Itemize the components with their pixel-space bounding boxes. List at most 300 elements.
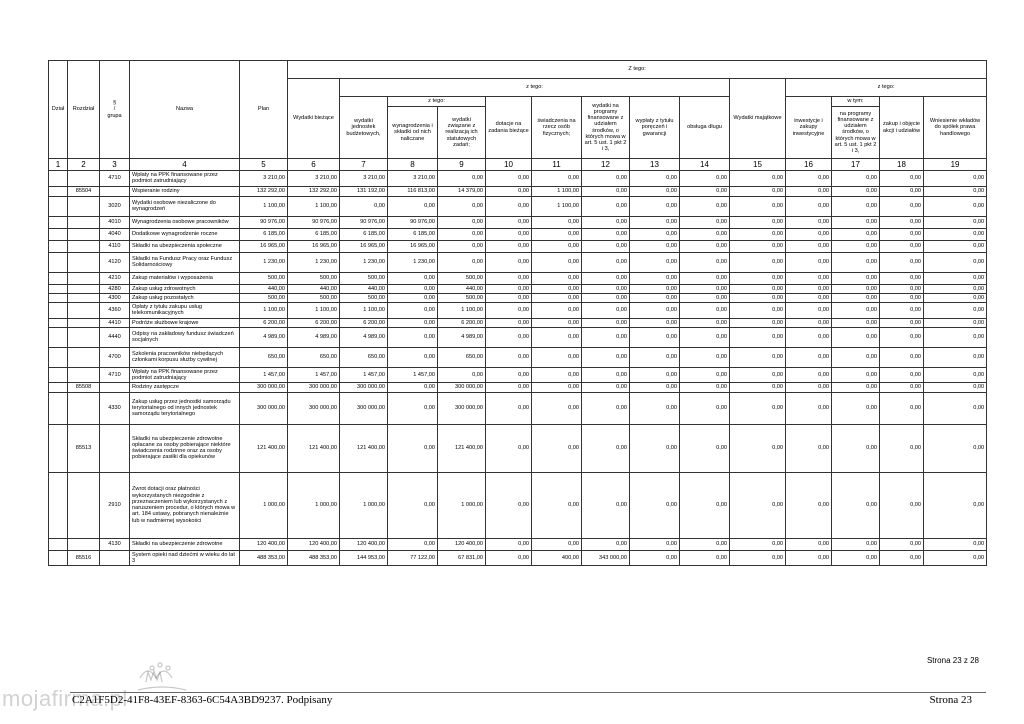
cell-value: 0,00 xyxy=(582,228,630,240)
cell-rozdzial xyxy=(68,392,100,424)
cell-value: 0,00 xyxy=(786,383,832,392)
cell-value: 500,00 xyxy=(288,293,340,302)
header-wydatki-majatkowe: Wydatki majątkowe xyxy=(730,79,786,159)
header-wydatki-jednostek: wydatki jednostek budżetowych, xyxy=(340,97,388,159)
cell-value: 0,00 xyxy=(880,472,924,538)
cell-name: Odpisy na zakładowy fundusz świadczeń socjalnych xyxy=(130,327,240,347)
cell-dzial xyxy=(49,327,68,347)
column-number: 4 xyxy=(130,159,240,171)
cell-paragraf: 4280 xyxy=(100,284,130,293)
cell-value: 0,00 xyxy=(680,347,730,367)
cell-value: 16 965,00 xyxy=(240,240,288,252)
cell-value: 0,00 xyxy=(486,327,532,347)
cell-value: 300 000,00 xyxy=(288,383,340,392)
cell-value: 1 000,00 xyxy=(288,472,340,538)
cell-value: 6 200,00 xyxy=(240,318,288,327)
page-number: Strona 23 z 28 xyxy=(926,656,979,665)
cell-value: 1 100,00 xyxy=(240,303,288,319)
cell-dzial xyxy=(49,472,68,538)
cell-value: 0,00 xyxy=(388,472,438,538)
cell-value: 0,00 xyxy=(582,347,630,367)
cell-paragraf xyxy=(100,550,130,566)
cell-value: 0,00 xyxy=(832,240,880,252)
cell-value: 0,00 xyxy=(832,228,880,240)
cell-value: 0,00 xyxy=(532,303,582,319)
cell-value: 0,00 xyxy=(388,392,438,424)
cell-value: 500,00 xyxy=(240,272,288,284)
cell-value: 0,00 xyxy=(730,171,786,187)
cell-value: 0,00 xyxy=(880,347,924,367)
cell-name: Wpłaty na PPK finansowane przez podmiot zatrudniający xyxy=(130,171,240,187)
cell-value: 0,00 xyxy=(730,240,786,252)
cell-value: 77 122,00 xyxy=(388,550,438,566)
cell-value: 0,00 xyxy=(730,538,786,550)
cell-value: 0,00 xyxy=(532,216,582,228)
cell-value: 0,00 xyxy=(388,538,438,550)
cell-value: 0,00 xyxy=(388,272,438,284)
cell-value: 0,00 xyxy=(582,171,630,187)
cell-value: 4 989,00 xyxy=(340,327,388,347)
cell-value: 0,00 xyxy=(486,196,532,216)
cell-value: 0,00 xyxy=(630,303,680,319)
cell-value: 1 230,00 xyxy=(288,252,340,272)
table-row xyxy=(49,347,987,367)
cell-value: 0,00 xyxy=(924,216,987,228)
cell-name: Szkolenia pracowników niebędących członkami korpusu służby cywilnej xyxy=(130,347,240,367)
cell-value: 0,00 xyxy=(786,216,832,228)
cell-value: 6 185,00 xyxy=(340,228,388,240)
cell-value: 0,00 xyxy=(438,216,486,228)
cell-value: 488 353,00 xyxy=(240,550,288,566)
cell-value: 0,00 xyxy=(880,171,924,187)
cell-name: Wynagrodzenia osobowe pracowników xyxy=(130,216,240,228)
cell-value: 0,00 xyxy=(582,196,630,216)
cell-rozdzial xyxy=(68,327,100,347)
cell-value: 16 965,00 xyxy=(388,240,438,252)
cell-value: 1 230,00 xyxy=(240,252,288,272)
table-row xyxy=(49,272,987,284)
cell-name: System opieki nad dziećmi w wieku do lat 3 xyxy=(130,550,240,566)
cell-value: 300 000,00 xyxy=(340,383,388,392)
cell-value: 0,00 xyxy=(880,186,924,196)
cell-value: 0,00 xyxy=(924,240,987,252)
cell-value: 0,00 xyxy=(532,171,582,187)
cell-value: 0,00 xyxy=(832,367,880,383)
cell-rozdzial xyxy=(68,284,100,293)
header-w-tym: w tym: xyxy=(832,97,880,107)
cell-value: 0,00 xyxy=(582,240,630,252)
cell-value: 0,00 xyxy=(630,367,680,383)
cell-value: 0,00 xyxy=(486,424,532,472)
column-number: 13 xyxy=(630,159,680,171)
cell-dzial xyxy=(49,240,68,252)
cell-value: 0,00 xyxy=(880,550,924,566)
cell-value: 300 000,00 xyxy=(438,383,486,392)
cell-dzial xyxy=(49,318,68,327)
cell-value: 0,00 xyxy=(730,424,786,472)
cell-value: 121 400,00 xyxy=(240,424,288,472)
cell-value: 300 000,00 xyxy=(240,383,288,392)
cell-value: 0,00 xyxy=(486,318,532,327)
cell-value: 0,00 xyxy=(680,171,730,187)
cell-value: 0,00 xyxy=(880,196,924,216)
header-zakup-objecie: zakup i objęcie akcji i udziałów xyxy=(880,97,924,159)
cell-value: 0,00 xyxy=(832,550,880,566)
table-row xyxy=(49,284,987,293)
cell-value: 0,00 xyxy=(786,240,832,252)
cell-value: 400,00 xyxy=(532,550,582,566)
header-wniesienie: Wniesienie wkładów do spółek prawa handlowego xyxy=(924,97,987,159)
cell-value: 0,00 xyxy=(680,303,730,319)
cell-value: 0,00 xyxy=(532,347,582,367)
cell-value: 488 353,00 xyxy=(288,550,340,566)
cell-value: 0,00 xyxy=(486,216,532,228)
cell-value: 0,00 xyxy=(680,392,730,424)
cell-value: 0,00 xyxy=(532,252,582,272)
cell-value: 0,00 xyxy=(832,347,880,367)
header-na-programy: na programy finansowane z udziałem środków, o których mowa w art. 5 ust. 1 pkt 2 i 3, xyxy=(832,107,880,159)
cell-value: 0,00 xyxy=(532,472,582,538)
cell-value: 121 400,00 xyxy=(340,424,388,472)
cell-name: Wydatki osobowe niezaliczone do wynagrodzeń xyxy=(130,196,240,216)
cell-name: Podróże służbowe krajowe xyxy=(130,318,240,327)
cell-value: 0,00 xyxy=(486,252,532,272)
cell-rozdzial xyxy=(68,472,100,538)
cell-value: 0,00 xyxy=(880,284,924,293)
cell-dzial xyxy=(49,293,68,302)
cell-paragraf: 4410 xyxy=(100,318,130,327)
table-row xyxy=(49,252,987,272)
cell-value: 120 400,00 xyxy=(340,538,388,550)
cell-value: 132 292,00 xyxy=(288,186,340,196)
cell-value: 440,00 xyxy=(288,284,340,293)
cell-value: 0,00 xyxy=(786,228,832,240)
footer-document-id: C2A1F5D2-41F8-43EF-8363-6C54A3BD9237. Podpisany xyxy=(72,694,333,706)
cell-value: 0,00 xyxy=(880,538,924,550)
cell-value: 0,00 xyxy=(486,347,532,367)
cell-rozdzial: 85513 xyxy=(68,424,100,472)
cell-value: 0,00 xyxy=(582,392,630,424)
cell-value: 0,00 xyxy=(730,196,786,216)
cell-value: 4 989,00 xyxy=(438,327,486,347)
cell-value: 0,00 xyxy=(786,327,832,347)
cell-value: 0,00 xyxy=(924,186,987,196)
cell-value: 0,00 xyxy=(730,392,786,424)
cell-dzial xyxy=(49,424,68,472)
cell-value: 0,00 xyxy=(832,538,880,550)
cell-value: 500,00 xyxy=(240,293,288,302)
column-number: 14 xyxy=(680,159,730,171)
cell-name: Składki na Fundusz Pracy oraz Fundusz Solidarnościowy xyxy=(130,252,240,272)
column-number: 7 xyxy=(340,159,388,171)
cell-rozdzial xyxy=(68,228,100,240)
cell-value: 0,00 xyxy=(832,284,880,293)
header-rozdzial: Rozdział xyxy=(68,61,100,159)
table-row xyxy=(49,228,987,240)
cell-value: 0,00 xyxy=(680,327,730,347)
cell-value: 16 965,00 xyxy=(340,240,388,252)
table-row xyxy=(49,424,987,472)
cell-paragraf: 4700 xyxy=(100,347,130,367)
table-row xyxy=(49,550,987,566)
header-nazwa: Nazwa xyxy=(130,61,240,159)
cell-value: 0,00 xyxy=(730,318,786,327)
cell-name: Opłaty z tytułu zakupu usług telekomunikacyjnych xyxy=(130,303,240,319)
cell-value: 0,00 xyxy=(532,240,582,252)
cell-value: 0,00 xyxy=(680,318,730,327)
cell-rozdzial xyxy=(68,171,100,187)
cell-value: 0,00 xyxy=(880,367,924,383)
cell-value: 0,00 xyxy=(730,293,786,302)
cell-value: 0,00 xyxy=(730,472,786,538)
cell-value: 16 965,00 xyxy=(288,240,340,252)
cell-value: 0,00 xyxy=(832,196,880,216)
cell-value: 0,00 xyxy=(924,347,987,367)
cell-value: 500,00 xyxy=(340,293,388,302)
cell-value: 0,00 xyxy=(880,303,924,319)
cell-value: 0,00 xyxy=(786,196,832,216)
header-z-tego-sub: z tego: xyxy=(388,97,486,107)
cell-value: 0,00 xyxy=(786,284,832,293)
cell-value: 0,00 xyxy=(582,327,630,347)
cell-value: 121 400,00 xyxy=(288,424,340,472)
cell-value: 0,00 xyxy=(832,327,880,347)
cell-value: 650,00 xyxy=(340,347,388,367)
cell-value: 6 200,00 xyxy=(438,318,486,327)
cell-value: 0,00 xyxy=(680,550,730,566)
cell-value: 0,00 xyxy=(924,196,987,216)
cell-value: 0,00 xyxy=(680,383,730,392)
footer-page: Strona 23 xyxy=(929,694,972,706)
header-plan: Plan xyxy=(240,61,288,159)
cell-value: 0,00 xyxy=(582,186,630,196)
table-row xyxy=(49,318,987,327)
cell-value: 1 100,00 xyxy=(438,303,486,319)
column-number: 10 xyxy=(486,159,532,171)
cell-value: 0,00 xyxy=(786,171,832,187)
cell-dzial xyxy=(49,383,68,392)
cell-value: 0,00 xyxy=(582,216,630,228)
cell-value: 1 000,00 xyxy=(340,472,388,538)
cell-value: 0,00 xyxy=(680,538,730,550)
cell-value: 0,00 xyxy=(924,252,987,272)
cell-value: 0,00 xyxy=(582,272,630,284)
cell-value: 0,00 xyxy=(832,186,880,196)
cell-value: 0,00 xyxy=(880,228,924,240)
table-row xyxy=(49,240,987,252)
cell-value: 0,00 xyxy=(924,538,987,550)
cell-value: 0,00 xyxy=(438,367,486,383)
header-z-tego-top: Z tego: xyxy=(288,61,987,79)
cell-value: 0,00 xyxy=(532,392,582,424)
header-wydatki-programy: wydatki na programy finansowane z udziałem środków, o których mowa w art. 5 ust. 1 pkt 2 i 3, xyxy=(582,97,630,159)
cell-value: 0,00 xyxy=(880,293,924,302)
column-number-row xyxy=(49,159,987,171)
cell-value: 0,00 xyxy=(924,550,987,566)
cell-value: 132 292,00 xyxy=(240,186,288,196)
cell-value: 120 400,00 xyxy=(240,538,288,550)
cell-paragraf: 4130 xyxy=(100,538,130,550)
cell-value: 0,00 xyxy=(582,424,630,472)
cell-value: 0,00 xyxy=(924,228,987,240)
cell-rozdzial xyxy=(68,272,100,284)
cell-value: 0,00 xyxy=(630,293,680,302)
cell-value: 6 185,00 xyxy=(240,228,288,240)
header-inwestycje: inwestycje i zakupy inwestycyjne xyxy=(786,97,832,159)
cell-value: 0,00 xyxy=(786,293,832,302)
cell-value: 0,00 xyxy=(388,196,438,216)
cell-value: 3 210,00 xyxy=(340,171,388,187)
cell-value: 0,00 xyxy=(630,252,680,272)
header-z-tego-majatkowe: z tego: xyxy=(786,79,987,97)
cell-value: 1 100,00 xyxy=(288,196,340,216)
column-number: 17 xyxy=(832,159,880,171)
cell-value: 0,00 xyxy=(786,392,832,424)
cell-value: 0,00 xyxy=(630,550,680,566)
header-dotacje: dotacje na zadania bieżące xyxy=(486,97,532,159)
cell-value: 0,00 xyxy=(630,383,680,392)
cell-value: 0,00 xyxy=(582,303,630,319)
cell-value: 0,00 xyxy=(730,303,786,319)
cell-value: 0,00 xyxy=(924,284,987,293)
column-number: 9 xyxy=(438,159,486,171)
cell-value: 116 813,00 xyxy=(388,186,438,196)
cell-value: 0,00 xyxy=(486,186,532,196)
cell-paragraf: 4040 xyxy=(100,228,130,240)
column-number: 16 xyxy=(786,159,832,171)
cell-rozdzial xyxy=(68,347,100,367)
cell-value: 0,00 xyxy=(730,550,786,566)
cell-value: 0,00 xyxy=(786,186,832,196)
cell-value: 1 230,00 xyxy=(340,252,388,272)
cell-value: 1 000,00 xyxy=(438,472,486,538)
cell-value: 0,00 xyxy=(730,228,786,240)
cell-value: 0,00 xyxy=(730,327,786,347)
cell-value: 0,00 xyxy=(924,171,987,187)
cell-name: Zakup materiałów i wyposażenia xyxy=(130,272,240,284)
cell-name: Wspieranie rodziny xyxy=(130,186,240,196)
cell-dzial xyxy=(49,550,68,566)
cell-value: 1 457,00 xyxy=(340,367,388,383)
cell-value: 0,00 xyxy=(924,383,987,392)
cell-value: 0,00 xyxy=(880,392,924,424)
column-number: 12 xyxy=(582,159,630,171)
cell-value: 0,00 xyxy=(388,303,438,319)
cell-value: 0,00 xyxy=(730,186,786,196)
cell-value: 0,00 xyxy=(730,272,786,284)
cell-value: 0,00 xyxy=(582,252,630,272)
cell-value: 0,00 xyxy=(532,293,582,302)
cell-value: 0,00 xyxy=(924,303,987,319)
cell-value: 0,00 xyxy=(630,424,680,472)
cell-value: 0,00 xyxy=(832,252,880,272)
cell-value: 0,00 xyxy=(438,228,486,240)
cell-value: 650,00 xyxy=(240,347,288,367)
cell-rozdzial: 85516 xyxy=(68,550,100,566)
table-row xyxy=(49,392,987,424)
cell-value: 0,00 xyxy=(832,424,880,472)
cell-dzial xyxy=(49,171,68,187)
cell-value: 0,00 xyxy=(832,171,880,187)
cell-value: 0,00 xyxy=(680,240,730,252)
cell-value: 120 400,00 xyxy=(438,538,486,550)
cell-value: 121 400,00 xyxy=(438,424,486,472)
cell-value: 0,00 xyxy=(532,284,582,293)
cell-value: 0,00 xyxy=(388,383,438,392)
cell-value: 0,00 xyxy=(340,196,388,216)
cell-value: 0,00 xyxy=(786,318,832,327)
cell-paragraf xyxy=(100,424,130,472)
cell-value: 144 953,00 xyxy=(340,550,388,566)
cell-value: 67 831,00 xyxy=(438,550,486,566)
cell-name: Zakup usług pozostałych xyxy=(130,293,240,302)
cell-value: 0,00 xyxy=(680,424,730,472)
cell-value: 0,00 xyxy=(438,196,486,216)
cell-value: 0,00 xyxy=(532,228,582,240)
cell-value: 90 976,00 xyxy=(340,216,388,228)
cell-value: 0,00 xyxy=(532,424,582,472)
cell-rozdzial xyxy=(68,538,100,550)
cell-name: Składki na ubezpieczenie zdrowotne opłacane za osoby pobierające niektóre świadczenia rodzinne oraz za osoby pobierające zasiłki dla opiekunów xyxy=(130,424,240,472)
cell-value: 0,00 xyxy=(680,252,730,272)
cell-value: 300 000,00 xyxy=(438,392,486,424)
cell-value: 90 976,00 xyxy=(288,216,340,228)
column-number: 8 xyxy=(388,159,438,171)
cell-value: 0,00 xyxy=(582,284,630,293)
cell-value: 0,00 xyxy=(832,272,880,284)
cell-value: 0,00 xyxy=(486,293,532,302)
cell-value: 0,00 xyxy=(630,538,680,550)
cell-value: 0,00 xyxy=(486,538,532,550)
cell-dzial xyxy=(49,538,68,550)
cell-name: Dodatkowe wynagrodzenie roczne xyxy=(130,228,240,240)
table-row xyxy=(49,367,987,383)
cell-value: 0,00 xyxy=(924,293,987,302)
table-row xyxy=(49,538,987,550)
cell-paragraf: 4360 xyxy=(100,303,130,319)
cell-dzial xyxy=(49,392,68,424)
cell-value: 0,00 xyxy=(630,284,680,293)
cell-value: 6 185,00 xyxy=(388,228,438,240)
cell-value: 0,00 xyxy=(582,293,630,302)
cell-paragraf: 4710 xyxy=(100,171,130,187)
cell-value: 1 100,00 xyxy=(340,303,388,319)
cell-value: 0,00 xyxy=(786,550,832,566)
cell-dzial xyxy=(49,196,68,216)
cell-value: 1 230,00 xyxy=(388,252,438,272)
cell-dzial xyxy=(49,284,68,293)
cell-value: 0,00 xyxy=(880,383,924,392)
cell-value: 0,00 xyxy=(880,424,924,472)
cell-value: 0,00 xyxy=(730,367,786,383)
cell-value: 1 100,00 xyxy=(532,186,582,196)
cell-name: Zakup usług przez jednostki samorządu terytorialnego od innych jednostek samorządu terytorialnego xyxy=(130,392,240,424)
column-number: 5 xyxy=(240,159,288,171)
cell-value: 0,00 xyxy=(680,367,730,383)
cell-value: 0,00 xyxy=(630,240,680,252)
cell-rozdzial xyxy=(68,318,100,327)
cell-value: 0,00 xyxy=(388,318,438,327)
cell-paragraf: 4110 xyxy=(100,240,130,252)
cell-name: Zwrot dotacji oraz płatności wykorzystanych niezgodnie z przeznaczeniem lub wykorzystanych z naruszeniem procedur, o których mowa w art. 184 ustawy, pobranych nienależnie lub w nadmiernej wysokości xyxy=(130,472,240,538)
cell-value: 1 100,00 xyxy=(288,303,340,319)
cell-value: 0,00 xyxy=(832,293,880,302)
cell-value: 0,00 xyxy=(680,472,730,538)
cell-value: 1 000,00 xyxy=(240,472,288,538)
cell-value: 0,00 xyxy=(730,284,786,293)
cell-value: 440,00 xyxy=(438,284,486,293)
cell-rozdzial xyxy=(68,367,100,383)
